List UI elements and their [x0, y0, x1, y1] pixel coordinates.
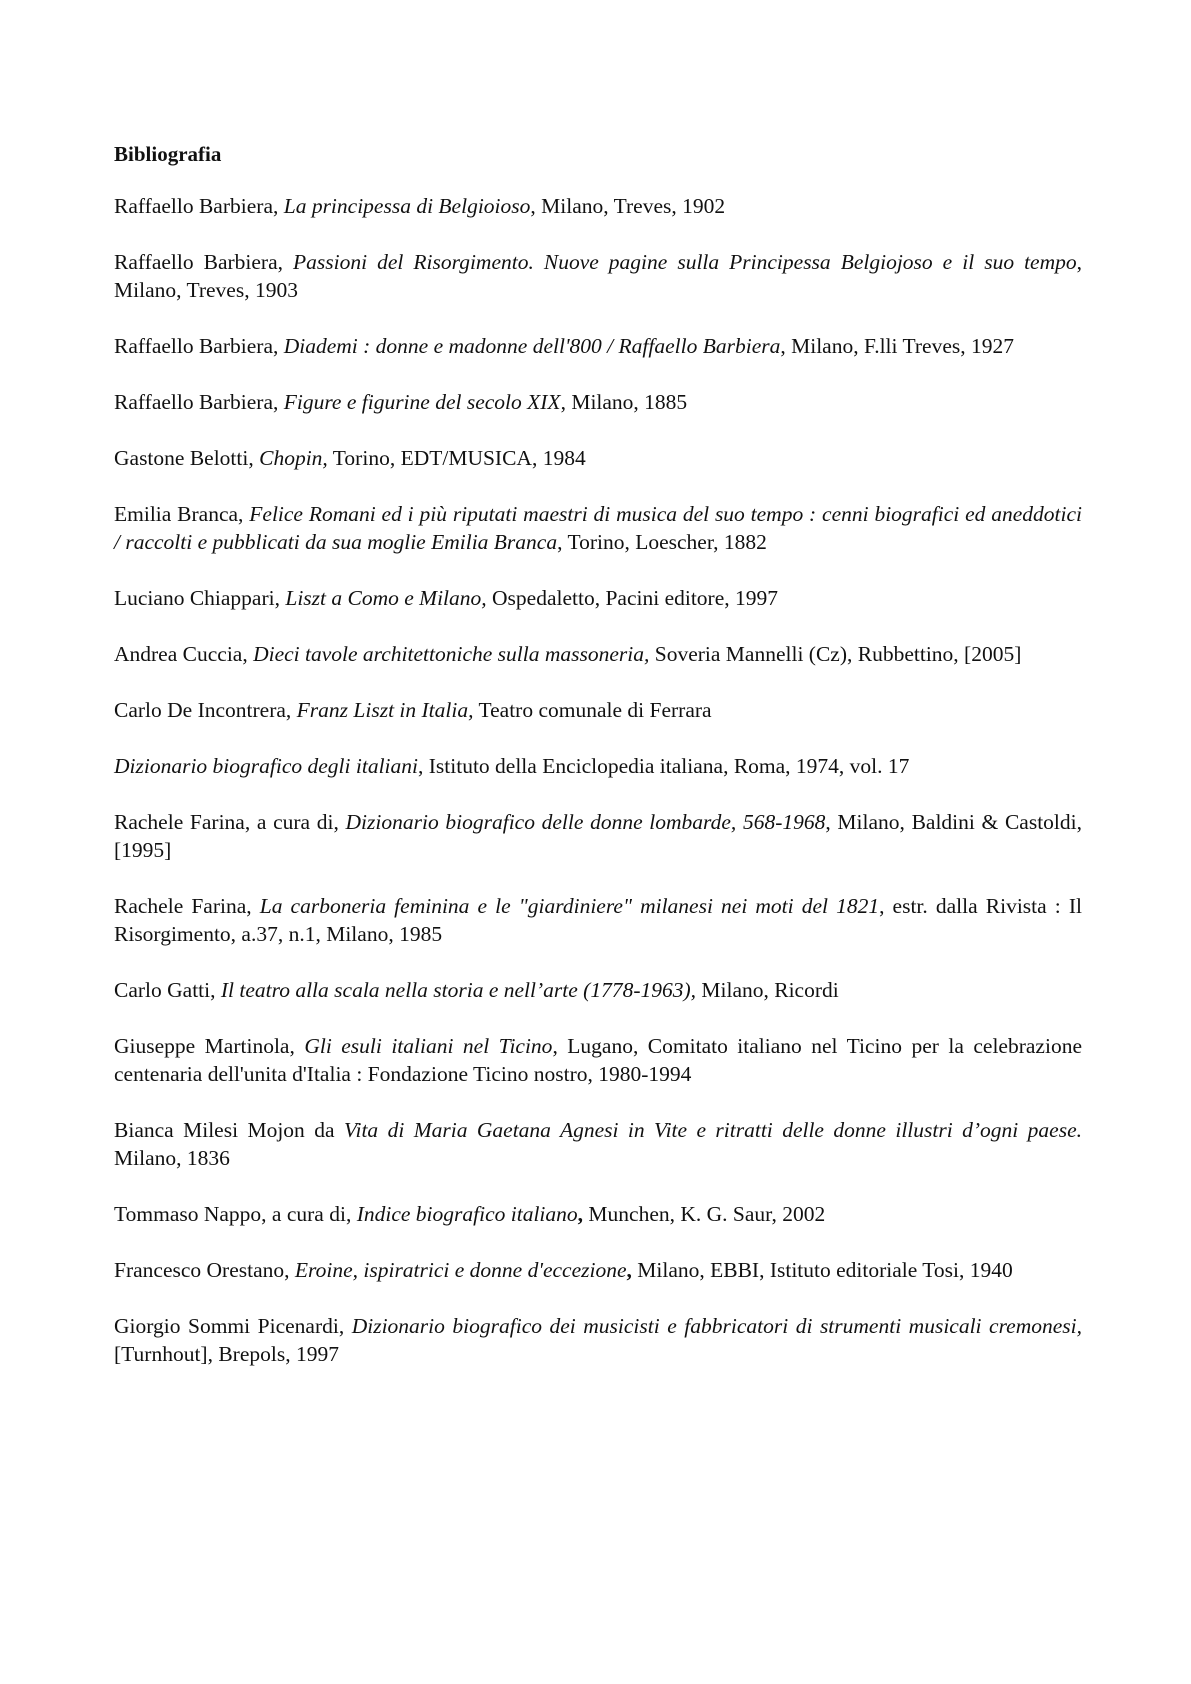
bibliography-entry — [114, 192, 1082, 220]
entry-text: Giorgio Sommi Picenardi, — [114, 1314, 352, 1338]
entry-text: Raffaello Barbiera, — [114, 390, 284, 414]
entry-text: Carlo Gatti, — [114, 978, 221, 1002]
entry-title: Franz Liszt in Italia, — [296, 698, 474, 722]
entry-title: Dieci tavole architettoniche sulla massoneria, — [253, 642, 650, 666]
entry-title: La principessa di Belgioioso — [283, 194, 531, 218]
entry-text: Ospedaletto, Pacini editore, 1997 — [486, 586, 779, 610]
entry-text: , Milano, F.lli Treves, 1927 — [780, 334, 1014, 358]
entry-text: Milano, EBBI, Istituto editoriale Tosi, 1940 — [631, 1258, 1013, 1282]
entry-text: Bianca Milesi Mojon da — [114, 1118, 344, 1142]
bibliography-entry — [114, 892, 1082, 948]
entry-text: , Torino, Loescher, 1882 — [557, 530, 767, 554]
entry-title: Il teatro alla scala nella storia e nell’arte (1778-1963), — [220, 978, 697, 1002]
entry-text: , — [577, 1202, 584, 1226]
entry-title: Liszt a Como e Milano, — [285, 586, 487, 610]
entry-title: Vita di Maria Gaetana Agnesi in Vite e ritratti delle donne illustri d’ogni paese. — [343, 1118, 1082, 1142]
entry-title: Passioni del Risorgimento. Nuove pagine sulla Principessa Belgiojoso e il suo tempo — [293, 250, 1077, 274]
entry-text: , Milano, Treves, 1903 — [114, 250, 1083, 302]
bibliography-list — [114, 192, 1082, 1368]
entry-title: Dizionario biografico degli italiani — [114, 754, 418, 778]
entry-text: Milano, Ricordi — [696, 978, 839, 1002]
bibliography-entry — [114, 976, 1082, 1004]
bibliography-entry — [114, 1256, 1082, 1284]
entry-title: Eroine, ispiratrici e donne d'eccezione — [294, 1258, 627, 1282]
bibliography-entry — [114, 248, 1082, 304]
entry-text: Raffaello Barbiera, — [114, 250, 294, 274]
bibliography-entry — [114, 332, 1082, 360]
entry-title: Diademi : donne e madonne dell'800 / Raffaello Barbiera — [283, 334, 781, 358]
entry-text: Munchen, K. G. Saur, 2002 — [583, 1202, 826, 1226]
entry-text: Raffaello Barbiera, — [114, 334, 284, 358]
bibliography-entry — [114, 584, 1082, 612]
entry-title: Chopin, — [259, 446, 328, 470]
entry-text: Carlo De Incontrera, — [114, 698, 297, 722]
bibliography-entry — [114, 808, 1082, 864]
entry-title: Figure e figurine del secolo XIX — [283, 390, 561, 414]
entry-text: Torino, EDT/MUSICA, 1984 — [327, 446, 586, 470]
document-page — [114, 140, 1082, 1396]
entry-text: Giuseppe Martinola, — [114, 1034, 305, 1058]
entry-text: , Milano, Treves, 1902 — [530, 194, 726, 218]
entry-title: La carboneria feminina e le "giardiniere" milanesi nei moti del 1821 — [259, 894, 880, 918]
entry-title: Indice biografico italiano — [356, 1202, 578, 1226]
entry-text: Andrea Cuccia, — [114, 642, 254, 666]
bibliography-entry — [114, 696, 1082, 724]
bibliography-entry — [114, 640, 1082, 668]
entry-text: Gastone Belotti, — [114, 446, 260, 470]
entry-text: , Milano, 1885 — [560, 390, 688, 414]
entry-text: Raffaello Barbiera, — [114, 194, 284, 218]
entry-text: , Istituto della Enciclopedia italiana, Roma, 1974, vol. 17 — [418, 754, 910, 778]
bibliography-entry — [114, 1116, 1082, 1172]
bibliography-entry — [114, 1032, 1082, 1088]
entry-text: , Lugano, Comitato italiano nel Ticino per la celebrazione centenaria dell'unita d'Italia : Fondazione Ticino nostro, 1980-1994 — [114, 1034, 1082, 1086]
entry-text: , Milano, Baldini & Castoldi, [1995] — [114, 810, 1082, 862]
entry-text: Rachele Farina, — [114, 894, 260, 918]
entry-text: [Turnhout], Brepols, 1997 — [114, 1342, 339, 1366]
entry-title: Felice Romani ed i più riputati maestri di musica del suo tempo : cenni biografici ed aneddotici / raccolti e pubblicati da sua moglie Emilia Branca — [114, 502, 1082, 554]
entry-text: Luciano Chiappari, — [114, 586, 286, 610]
bibliography-entry — [114, 752, 1082, 780]
entry-title: Dizionario biografico dei musicisti e fabbricatori di strumenti musicali cremonesi, — [351, 1314, 1082, 1338]
bibliography-entry — [114, 388, 1082, 416]
entry-text: Milano, 1836 — [114, 1146, 230, 1170]
bibliography-entry — [114, 1200, 1082, 1228]
entry-text: Francesco Orestano, — [114, 1258, 295, 1282]
bibliography-heading: Bibliografia — [114, 142, 222, 166]
bibliography-entry — [114, 500, 1082, 556]
bibliography-entry — [114, 1312, 1082, 1368]
entry-text: Emilia Branca, — [114, 502, 250, 526]
entry-title: Dizionario biografico delle donne lombarde, 568-1968 — [345, 810, 826, 834]
entry-text: , — [626, 1258, 632, 1282]
entry-text: , estr. dalla Rivista : Il Risorgimento, a.37, n.1, Milano, 1985 — [114, 894, 1082, 946]
entry-text: Soveria Mannelli (Cz), Rubbettino, [2005] — [649, 642, 1022, 666]
bibliography-entry — [114, 444, 1082, 472]
entry-text: Teatro comunale di Ferrara — [473, 698, 712, 722]
entry-title: Gli esuli italiani nel Ticino — [304, 1034, 553, 1058]
entry-text: Rachele Farina, a cura di, — [114, 810, 346, 834]
entry-text: Tommaso Nappo, a cura di, — [114, 1202, 357, 1226]
